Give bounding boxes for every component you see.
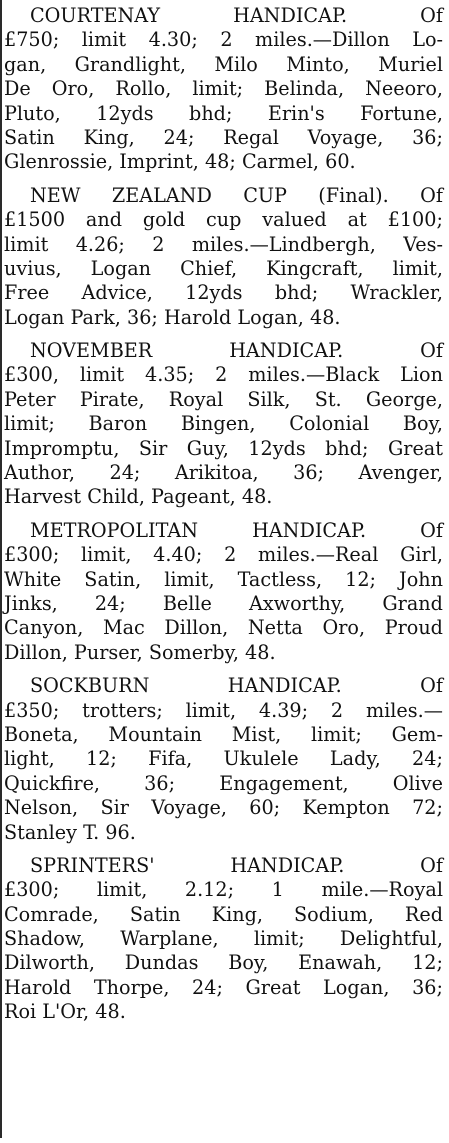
word: Chief, — [180, 256, 238, 280]
race-text-line — [4, 878, 443, 902]
word: Boneta, — [4, 722, 79, 746]
word: Boy, — [402, 412, 443, 436]
word: limit, — [164, 567, 215, 591]
word: and — [85, 208, 123, 232]
word: White — [4, 567, 62, 591]
race-text-line — [4, 543, 443, 567]
word: 48. — [241, 485, 273, 509]
word: CUP — [243, 183, 287, 207]
race-entry — [4, 674, 443, 845]
word: Fifa, — [148, 747, 193, 771]
word: 36; — [144, 771, 176, 795]
word: gold — [142, 208, 186, 232]
word: Grandlight, — [74, 52, 186, 76]
race-text-line — [4, 1000, 443, 1024]
word: Satin — [4, 125, 55, 149]
word: Logan, — [323, 975, 390, 999]
word: 24; — [163, 125, 195, 149]
race-text-line — [4, 53, 443, 77]
word: 2.12; — [184, 878, 235, 902]
word: L'Or, — [42, 1000, 90, 1024]
word: Logan, — [237, 305, 304, 329]
word: Logan — [90, 256, 152, 280]
word: METROPOLITAN — [30, 518, 198, 542]
word: Delightful, — [339, 927, 443, 951]
race-entry — [4, 4, 443, 175]
word: limit — [81, 28, 127, 52]
race-text-line — [4, 796, 443, 820]
word: limit, — [96, 878, 148, 902]
word: light, — [4, 747, 55, 771]
race-heading-line — [4, 854, 443, 878]
word: Mist, — [231, 722, 282, 746]
word: Royal — [168, 387, 224, 411]
word: 12yds — [185, 281, 243, 305]
race-text-line — [4, 388, 443, 412]
word: Enawah, — [298, 951, 383, 975]
word: Quickfire, — [4, 771, 101, 795]
word: Red — [404, 902, 443, 926]
word: 2 — [330, 698, 344, 722]
race-entry — [4, 519, 443, 665]
word: Purser, — [73, 640, 143, 664]
word: miles.—Lindbergh, — [191, 232, 376, 256]
word: Pluto, — [4, 101, 61, 125]
word: mile.—Royal — [321, 878, 443, 902]
race-heading-line — [4, 674, 443, 698]
word: 48. — [245, 640, 276, 664]
race-text-line — [4, 699, 443, 723]
word: Oro, — [322, 616, 366, 640]
word: 48. — [310, 305, 341, 329]
race-text-line — [4, 257, 443, 281]
word: Shadow, — [4, 927, 86, 951]
word: £300, — [4, 363, 59, 387]
word: Sir — [138, 436, 168, 460]
race-text-line — [4, 951, 443, 975]
word: £300; — [4, 878, 60, 902]
word: HANDICAP. — [227, 674, 342, 698]
race-entry — [4, 854, 443, 1025]
word: limit, — [392, 256, 443, 280]
word: Advice, — [81, 281, 153, 305]
word: Carmel, — [241, 150, 320, 174]
word: Canyon, — [4, 616, 84, 640]
word: Engagement, — [219, 771, 349, 795]
word: 4.40; — [153, 543, 203, 567]
word: Belle — [162, 591, 212, 615]
word: 24; — [192, 975, 223, 999]
word: HANDICAP. — [252, 518, 367, 542]
word: George, — [365, 387, 443, 411]
word: HANDICAP. — [229, 339, 344, 363]
word: Proud — [384, 616, 443, 640]
word: Voyage, — [307, 125, 384, 149]
race-text-line — [4, 461, 443, 485]
word: Arikitoa, — [174, 461, 259, 485]
word: King, — [211, 902, 263, 926]
race-text-line — [4, 485, 443, 509]
word: 12; — [86, 747, 117, 771]
word: 60. — [325, 150, 356, 174]
word: Sodium, — [294, 902, 374, 926]
word: COURTENAY — [30, 4, 161, 27]
word: Stanley — [4, 820, 77, 844]
word: £750; — [4, 28, 60, 52]
word: bhd; — [274, 281, 319, 305]
word: Rollo, — [115, 77, 172, 101]
word: 36; — [412, 975, 443, 999]
word: Dilworth, — [4, 951, 95, 975]
word: De — [4, 77, 31, 101]
word: Peter — [4, 387, 56, 411]
word: Pirate, — [79, 387, 145, 411]
race-text-line — [4, 412, 443, 436]
race-text-line — [4, 592, 443, 616]
word: Comrade, — [4, 902, 99, 926]
race-text-line — [4, 208, 443, 232]
word: Bingen, — [180, 412, 256, 436]
race-text-line — [4, 150, 443, 174]
word: Of — [420, 183, 443, 207]
word: trotters; — [82, 698, 163, 722]
word: 1 — [271, 878, 284, 902]
race-text-line — [4, 77, 443, 101]
race-entry — [4, 184, 443, 330]
word: 96. — [105, 820, 136, 844]
word: Author, — [4, 461, 75, 485]
word: Jinks, — [4, 591, 58, 615]
word: Milo — [214, 52, 258, 76]
word: Mac — [102, 616, 145, 640]
word: Of — [420, 4, 443, 27]
section-gap — [4, 845, 443, 854]
word: King, — [83, 125, 135, 149]
section-gap — [4, 665, 443, 674]
word: Somerby, — [148, 640, 239, 664]
word: 36; — [126, 305, 158, 329]
word: (Final). — [318, 183, 389, 207]
word: Of — [420, 518, 443, 542]
word: 2 — [215, 363, 228, 387]
race-text-line — [4, 437, 443, 461]
word: Boy, — [228, 951, 269, 975]
word: 4.30; — [148, 28, 198, 52]
word: 24; — [94, 591, 126, 615]
word: Warplane, — [120, 927, 219, 951]
race-text-line — [4, 723, 443, 747]
word: 24; — [109, 461, 141, 485]
word: Minto, — [286, 52, 350, 76]
word: SOCKBURN — [30, 674, 150, 698]
word: limit, — [81, 543, 132, 567]
word: Avenger, — [358, 461, 443, 485]
word: Tactless, — [237, 567, 323, 591]
word: Child, — [87, 485, 145, 509]
word: uvius, — [4, 256, 62, 280]
word: Fortune, — [360, 101, 443, 125]
word: T. — [83, 820, 100, 844]
word: SPRINTERS' — [30, 853, 155, 877]
race-text-line — [4, 102, 443, 126]
word: miles.—Dillon — [255, 28, 390, 52]
race-text-line — [4, 233, 443, 257]
word: miles.—Real — [258, 543, 379, 567]
race-text-line — [4, 927, 443, 951]
word: Silk, — [247, 387, 291, 411]
word: cup — [206, 208, 242, 232]
word: HANDICAP. — [233, 4, 348, 27]
word: Thorpe, — [93, 975, 170, 999]
word: £350; — [4, 698, 60, 722]
word: valued — [262, 208, 327, 232]
word: 12; — [345, 567, 376, 591]
race-heading-line — [4, 339, 443, 363]
word: 2 — [224, 543, 237, 567]
word: Kingcraft, — [266, 256, 364, 280]
race-sections — [4, 4, 443, 1025]
word: ZEALAND — [111, 183, 212, 207]
race-text-line — [4, 306, 443, 330]
word: Of — [420, 339, 443, 363]
word: 2 — [220, 28, 233, 52]
word: bhd; — [325, 436, 369, 460]
word: Dillon, — [164, 616, 229, 640]
word: Roi — [4, 1000, 37, 1024]
race-text-line — [4, 363, 443, 387]
word: Great — [387, 436, 443, 460]
word: Lo- — [412, 28, 443, 52]
race-text-line — [4, 903, 443, 927]
word: Ukulele — [223, 747, 299, 771]
word: Harold — [163, 305, 232, 329]
race-heading-line — [4, 184, 443, 208]
word: £300; — [4, 543, 60, 567]
word: Park, — [70, 305, 121, 329]
word: Lion — [400, 363, 443, 387]
word: Guy, — [186, 436, 229, 460]
word: Wrackler, — [350, 281, 443, 305]
word: Gem- — [391, 722, 443, 746]
word: £1500 — [4, 208, 66, 232]
race-text-line — [4, 616, 443, 640]
race-text-line — [4, 821, 443, 845]
word: John — [399, 567, 443, 591]
word: Colonial — [289, 412, 370, 436]
word: bhd; — [189, 101, 233, 125]
column-rule — [0, 0, 2, 1138]
word: limit; — [192, 77, 244, 101]
word: 4.39; — [258, 698, 309, 722]
word: Dillon, — [4, 640, 68, 664]
word: limit, — [185, 698, 237, 722]
word: Nelson, — [4, 796, 79, 820]
race-text-line — [4, 281, 443, 305]
word: Satin, — [84, 567, 142, 591]
word: Free — [4, 281, 50, 305]
word: Great — [245, 975, 301, 999]
word: Imprint, — [119, 150, 199, 174]
race-text-line — [4, 28, 443, 52]
word: 4.35; — [145, 363, 195, 387]
word: miles.—Black — [248, 363, 380, 387]
word: Logan — [4, 305, 65, 329]
race-text-line — [4, 126, 443, 150]
word: Belinda, — [264, 77, 345, 101]
word: 2 — [152, 232, 165, 256]
word: limit; — [4, 412, 55, 436]
word: 12yds — [248, 436, 306, 460]
word: Erin's — [267, 101, 325, 125]
word: Of — [420, 674, 443, 698]
race-text-line — [4, 747, 443, 771]
word: Dundas — [124, 951, 199, 975]
word: Of — [420, 853, 443, 877]
word: 72; — [412, 796, 443, 820]
race-heading-line — [4, 519, 443, 543]
word: Glenrossie, — [4, 150, 114, 174]
word: Lady, — [329, 747, 381, 771]
word: Regal — [223, 125, 279, 149]
word: 36; — [293, 461, 325, 485]
word: limit; — [311, 722, 362, 746]
race-entry — [4, 339, 443, 510]
word: limit — [79, 363, 125, 387]
word: Satin — [129, 902, 181, 926]
word: limit; — [253, 927, 305, 951]
race-heading-line — [4, 4, 443, 28]
race-text-line — [4, 772, 443, 796]
word: HANDICAP. — [230, 853, 345, 877]
word: Voyage, — [151, 796, 227, 820]
word: at — [347, 208, 367, 232]
word: Impromptu, — [4, 436, 120, 460]
word: 4.26; — [75, 232, 125, 256]
section-gap — [4, 510, 443, 519]
word: Grand — [382, 591, 443, 615]
word: miles.— — [365, 698, 443, 722]
word: St. — [314, 387, 342, 411]
word: Neeoro, — [365, 77, 443, 101]
word: £100; — [387, 208, 443, 232]
word: 48; — [204, 150, 236, 174]
word: Harold — [4, 975, 72, 999]
section-gap — [4, 175, 443, 184]
word: Axworthy, — [248, 591, 346, 615]
word: Kempton — [302, 796, 390, 820]
word: Girl, — [400, 543, 443, 567]
race-text-line — [4, 568, 443, 592]
word: Pageant, — [151, 485, 236, 509]
word: 12; — [412, 951, 443, 975]
word: Harvest — [4, 485, 82, 509]
word: Mountain — [108, 722, 202, 746]
word: NEW — [30, 183, 81, 207]
word: Baron — [88, 412, 148, 436]
race-text-line — [4, 641, 443, 665]
word: 24; — [412, 747, 443, 771]
word: gan, — [4, 52, 47, 76]
word: NOVEMBER — [30, 339, 153, 363]
word: 12yds — [96, 101, 154, 125]
word: Muriel — [378, 52, 443, 76]
word: 36; — [412, 125, 443, 149]
word: Netta — [247, 616, 303, 640]
word: 48. — [95, 1000, 126, 1024]
race-text-line — [4, 976, 443, 1000]
section-gap — [4, 330, 443, 339]
word: limit — [4, 232, 49, 256]
word: Olive — [392, 771, 443, 795]
word: Sir — [100, 796, 129, 820]
word: Oro, — [51, 77, 95, 101]
word: 60; — [249, 796, 281, 820]
word: Ves- — [403, 232, 443, 256]
